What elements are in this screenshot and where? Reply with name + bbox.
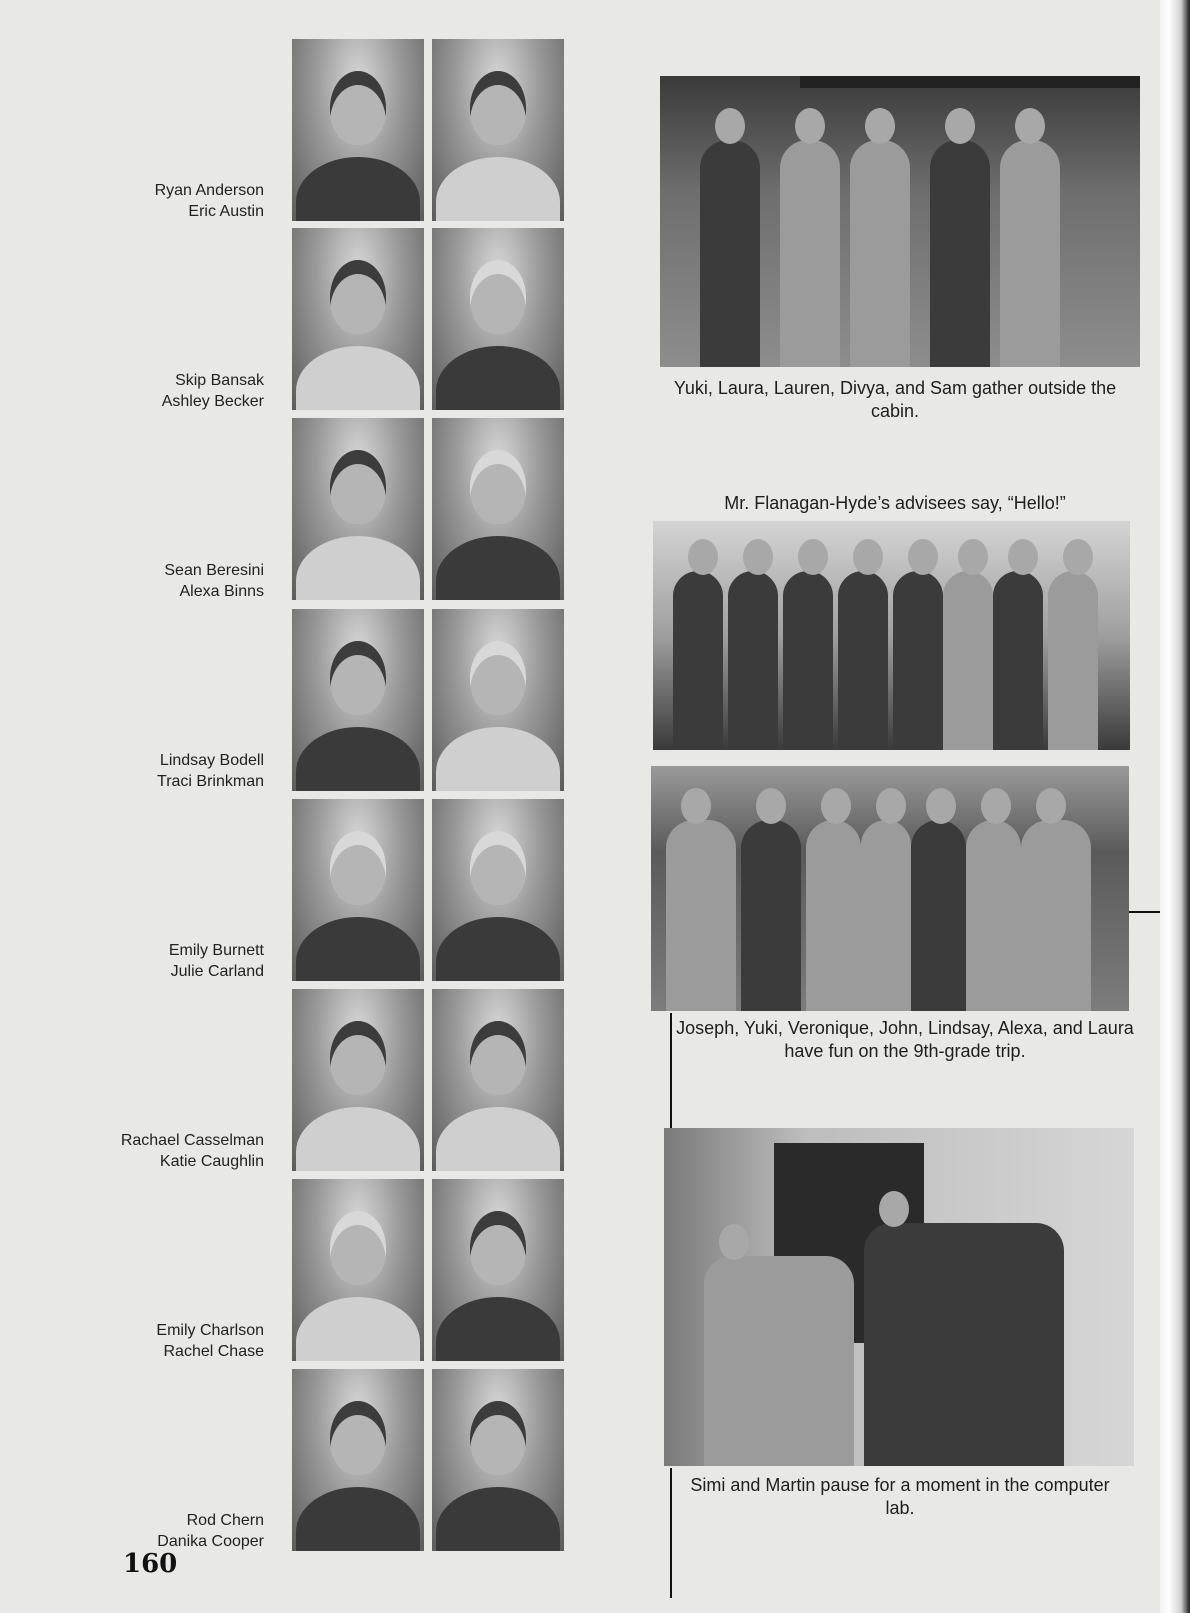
caption-lab: Simi and Martin pause for a moment in the computer lab. [690, 1475, 1110, 1518]
student-name: Rachael Casselman [120, 1132, 264, 1149]
candid-photo-lab [664, 1128, 1134, 1466]
name-pair [64, 1130, 264, 1172]
student-name: Emily Burnett [168, 942, 264, 959]
student-portrait [432, 989, 564, 1171]
student-name: Eric Austin [188, 203, 264, 220]
student-portrait [292, 418, 424, 600]
student-name: Ryan Anderson [154, 182, 264, 199]
student-portrait [432, 418, 564, 600]
name-pair [64, 180, 264, 222]
student-portrait [432, 1179, 564, 1361]
book-spine [1160, 0, 1190, 1613]
student-name: Ashley Becker [161, 393, 264, 410]
caption-advisees: Mr. Flanagan-Hyde’s advisees say, “Hello!” [724, 493, 1066, 513]
student-portrait [432, 609, 564, 791]
divider-line [1129, 911, 1160, 913]
page-number: 160 [123, 1549, 178, 1579]
candid-photo-cabin [660, 76, 1140, 367]
student-portrait [292, 799, 424, 981]
student-portrait [432, 39, 564, 221]
student-name: Sean Beresini [164, 562, 264, 579]
student-name: Katie Caughlin [159, 1153, 264, 1170]
student-portrait [292, 228, 424, 410]
name-pair [64, 1510, 264, 1552]
divider-line [670, 1013, 672, 1128]
student-portrait [292, 39, 424, 221]
student-name: Lindsay Bodell [159, 752, 264, 769]
student-portrait [432, 1369, 564, 1551]
divider-line [670, 1468, 672, 1598]
caption-trip: Joseph, Yuki, Veronique, John, Lindsay, Alexa, and Laura have fun on the 9th-grade trip. [676, 1018, 1134, 1061]
student-portrait [292, 609, 424, 791]
student-name: Julie Carland [170, 963, 264, 980]
student-portrait [432, 799, 564, 981]
name-pair [64, 750, 264, 792]
candid-photo-advisees [653, 521, 1130, 750]
name-pair [64, 940, 264, 982]
student-name: Skip Bansak [175, 372, 264, 389]
student-name: Alexa Binns [179, 583, 264, 600]
student-portrait [292, 1369, 424, 1551]
name-pair [64, 560, 264, 602]
student-portrait [292, 1179, 424, 1361]
student-name: Traci Brinkman [157, 773, 264, 790]
name-pair [64, 1320, 264, 1362]
student-name: Rod Chern [186, 1512, 264, 1529]
student-name: Rachel Chase [163, 1343, 264, 1360]
candid-photo-trip [651, 766, 1129, 1011]
student-portrait [432, 228, 564, 410]
name-pair [64, 370, 264, 412]
student-name: Danika Cooper [157, 1533, 264, 1550]
caption-cabin: Yuki, Laura, Lauren, Divya, and Sam gather outside the cabin. [673, 378, 1117, 421]
student-name: Emily Charlson [156, 1322, 264, 1339]
student-portrait [292, 989, 424, 1171]
